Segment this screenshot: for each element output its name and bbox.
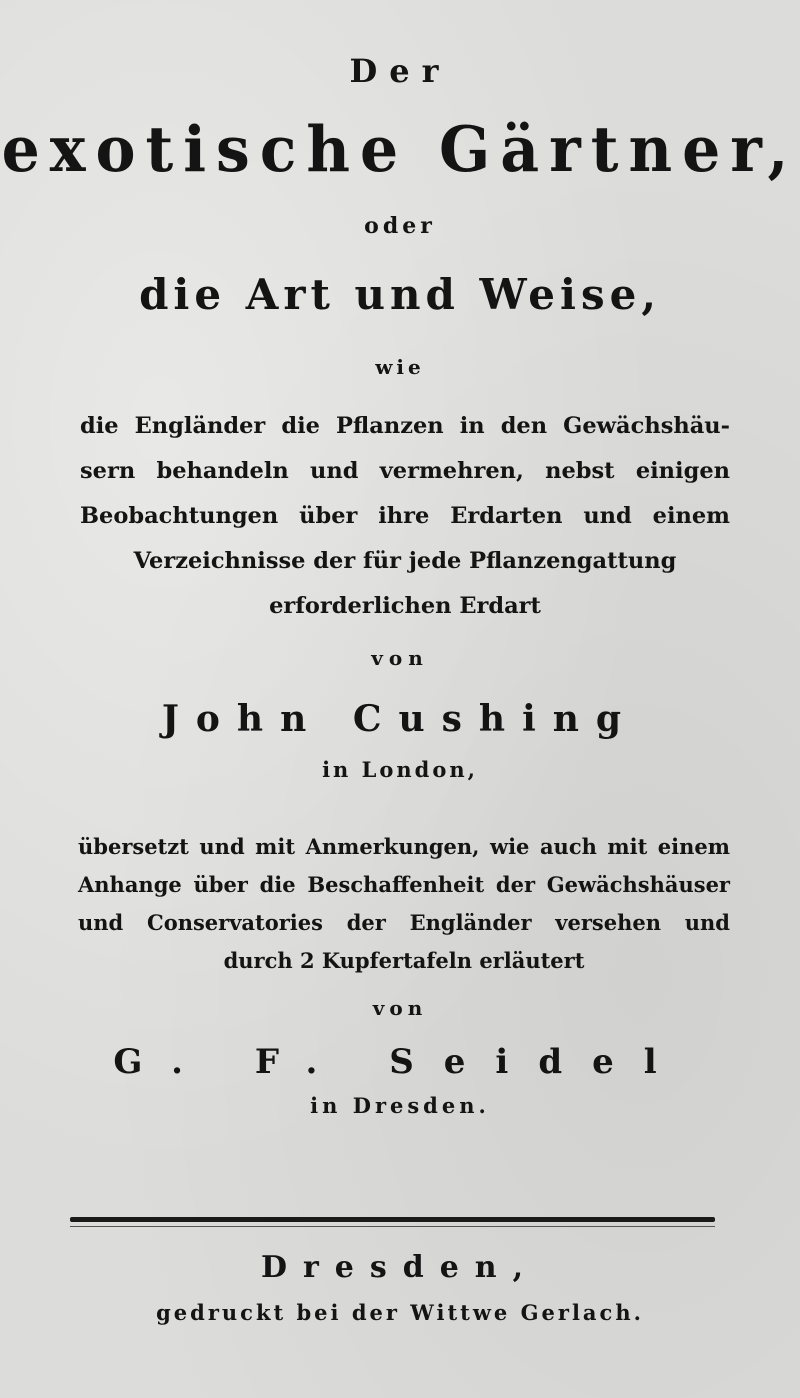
author-name: John Cushing <box>161 698 639 740</box>
word-wie: wie <box>375 355 425 379</box>
imprint-city: Dresden, <box>260 1250 540 1285</box>
translator-name: G. F. Seidel <box>113 1042 687 1082</box>
translation-line: und Conservatories der Engländer versehen und <box>78 910 730 935</box>
description-line: erforderlichen Erdart <box>269 593 541 619</box>
divider-rule-thin <box>70 1226 715 1227</box>
article-der: Der <box>349 52 451 90</box>
divider-rule <box>70 1217 715 1222</box>
translator-location: in Dresden. <box>310 1093 490 1118</box>
description-line: die Engländer die Pflanzen in den Gewächshäu- <box>80 413 730 439</box>
imprint-printer: gedruckt bei der Wittwe Gerlach. <box>156 1300 644 1325</box>
translation-line: durch 2 Kupfertafeln erläutert <box>223 948 585 973</box>
book-title: exotische Gärtner, <box>1 113 799 187</box>
translation-line: übersetzt und mit Anmerkungen, wie auch mit einem <box>78 834 730 859</box>
description-line: Beobachtungen über ihre Erdarten und einem <box>80 503 730 529</box>
author-location: in London, <box>322 757 478 782</box>
description-paragraph <box>80 404 730 629</box>
word-von-translator: von <box>372 996 428 1020</box>
description-line: sern behandeln und vermehren, nebst einigen <box>80 458 730 484</box>
word-oder: oder <box>364 213 436 239</box>
translation-paragraph <box>78 828 730 980</box>
word-von-author: von <box>371 646 429 670</box>
translation-line: Anhange über die Beschaffenheit der Gewächshäuser <box>78 872 730 897</box>
description-line: Verzeichnisse der für jede Pflanzengattung <box>133 548 677 574</box>
book-subtitle: die Art und Weise, <box>139 270 661 319</box>
